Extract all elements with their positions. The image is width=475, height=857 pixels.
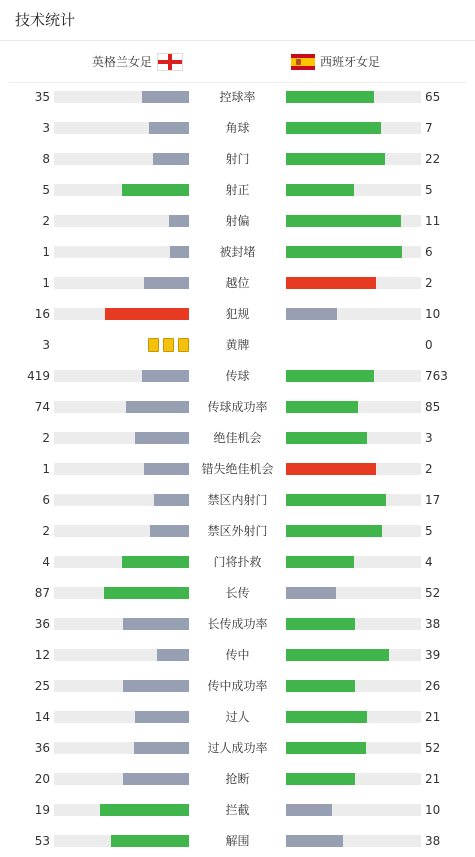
stat-row: [0, 206, 475, 237]
home-stat-bar-fill: [142, 91, 189, 103]
home-stat-bar-fill: [122, 184, 190, 196]
away-stat-bar: [286, 277, 421, 289]
away-stat-value: 10: [425, 803, 441, 817]
away-stat-bar-fill: [286, 153, 385, 165]
away-stat-value: 38: [425, 834, 441, 848]
away-stat-bar: [286, 91, 421, 103]
home-stat-bar-fill: [142, 370, 189, 382]
away-stat-value: 11: [425, 214, 441, 228]
home-stat-value: 36: [34, 617, 50, 631]
stat-label: 射偏: [225, 214, 250, 228]
away-stat-value: 7: [425, 121, 433, 135]
away-stat-bar-fill: [286, 401, 358, 413]
stat-row: [0, 113, 475, 144]
home-stat-value: 25: [34, 679, 50, 693]
home-stat-bar-fill: [104, 587, 189, 599]
away-stat-bar: [286, 432, 421, 444]
home-stat-value: 19: [34, 803, 50, 817]
home-stat-bar: [54, 91, 189, 103]
away-stat-bar: [286, 184, 421, 196]
stat-row: [0, 392, 475, 423]
home-stat-bar: [54, 742, 189, 754]
away-stat-bar: [286, 122, 421, 134]
away-stat-bar-fill: [286, 277, 376, 289]
stat-row: [0, 640, 475, 671]
home-stat-bar-fill: [154, 494, 189, 506]
stat-row: [0, 702, 475, 733]
stat-row: [0, 485, 475, 516]
home-stat-bar: [54, 711, 189, 723]
home-stat-bar: [54, 835, 189, 847]
home-stat-bar-fill: [169, 215, 189, 227]
away-stat-value: 38: [425, 617, 441, 631]
stat-row: [0, 330, 475, 361]
stat-row: [0, 82, 475, 113]
home-stat-bar: [54, 153, 189, 165]
away-stat-bar-fill: [286, 773, 355, 785]
home-stat-value: 16: [34, 307, 50, 321]
away-stat-bar-fill: [286, 525, 382, 537]
stat-row: [0, 795, 475, 826]
home-stat-bar: [54, 618, 189, 630]
away-stat-value: 52: [425, 741, 441, 755]
stat-label: 黄牌: [225, 338, 250, 352]
away-stat-bar-fill: [286, 370, 374, 382]
away-stat-bar: [286, 401, 421, 413]
stat-label: 传中: [225, 648, 250, 662]
home-stat-bar-fill: [144, 277, 189, 289]
away-stat-value: 4: [425, 555, 433, 569]
stat-label: 长传: [225, 586, 250, 600]
stat-label: 错失绝佳机会: [201, 462, 274, 476]
away-stat-bar-fill: [286, 556, 354, 568]
stat-row: [0, 578, 475, 609]
stat-label: 控球率: [219, 90, 256, 104]
away-stat-value: 5: [425, 524, 433, 538]
away-stat-bar-fill: [286, 835, 343, 847]
stat-label: 传球成功率: [207, 400, 268, 414]
stat-row: [0, 423, 475, 454]
home-stat-bar-fill: [100, 804, 189, 816]
home-stat-bar: [54, 277, 189, 289]
home-stat-value: 2: [42, 214, 50, 228]
stat-row: [0, 516, 475, 547]
home-stat-bar-fill: [122, 556, 190, 568]
away-stat-value: 763: [425, 369, 448, 383]
away-stat-bar-fill: [286, 246, 402, 258]
away-stat-bar: [286, 804, 421, 816]
away-stat-bar: [286, 494, 421, 506]
home-stat-bar: [54, 432, 189, 444]
home-stat-bar-fill: [111, 835, 189, 847]
stat-label: 射门: [225, 152, 250, 166]
away-stat-bar: [286, 742, 421, 754]
yellow-card-icon: [178, 338, 189, 352]
home-stat-bar-fill: [135, 432, 189, 444]
away-stat-bar-fill: [286, 742, 366, 754]
away-stat-bar-fill: [286, 308, 337, 320]
stat-row: [0, 547, 475, 578]
away-stat-bar-fill: [286, 618, 355, 630]
stat-row: [0, 237, 475, 268]
away-stat-value: 6: [425, 245, 433, 259]
home-stat-value: 5: [42, 183, 50, 197]
away-stat-bar: [286, 835, 421, 847]
home-stat-bar-fill: [123, 773, 189, 785]
home-stat-bar: [54, 649, 189, 661]
home-stat-bar: [54, 587, 189, 599]
stat-label: 传中成功率: [207, 679, 268, 693]
home-stat-bar-fill: [126, 401, 189, 413]
home-stat-value: 53: [34, 834, 50, 848]
home-stat-bar: [54, 215, 189, 227]
away-team[interactable]: [291, 41, 380, 82]
stat-label: 过人成功率: [207, 741, 268, 755]
home-stat-bar-fill: [144, 463, 189, 475]
home-stat-bar: [54, 122, 189, 134]
stat-label: 解围: [225, 834, 250, 848]
home-stat-bar: [54, 463, 189, 475]
away-stat-value: 52: [425, 586, 441, 600]
home-stat-value: 35: [34, 90, 50, 104]
home-stat-bar: [54, 773, 189, 785]
home-stat-bar-fill: [150, 525, 189, 537]
away-stat-bar-fill: [286, 587, 336, 599]
away-stat-bar: [286, 525, 421, 537]
home-stat-value: 1: [42, 462, 50, 476]
away-stat-bar-fill: [286, 680, 355, 692]
away-stat-value: 3: [425, 431, 433, 445]
away-stat-bar-fill: [286, 215, 401, 227]
away-stat-bar-fill: [286, 91, 374, 103]
stat-row: [0, 299, 475, 330]
away-stat-value: 26: [425, 679, 441, 693]
stat-row: [0, 764, 475, 795]
away-stat-value: 22: [425, 152, 441, 166]
stat-label: 射正: [225, 183, 250, 197]
away-stat-bar: [286, 618, 421, 630]
home-stat-value: 12: [34, 648, 50, 662]
page-title: 技术统计: [0, 0, 475, 41]
yellow-card-icon: [148, 338, 159, 352]
away-stat-bar-fill: [286, 184, 354, 196]
away-stat-bar: [286, 773, 421, 785]
away-stat-bar: [286, 463, 421, 475]
home-stat-bar: [54, 184, 189, 196]
away-stat-bar: [286, 215, 421, 227]
away-stat-bar: [286, 246, 421, 258]
stat-label: 传球: [225, 369, 250, 383]
home-stat-value: 20: [34, 772, 50, 786]
home-stat-bar: [54, 804, 189, 816]
home-stat-bar: [54, 556, 189, 568]
away-stat-bar-fill: [286, 711, 367, 723]
home-stat-bar-fill: [123, 680, 189, 692]
home-stat-bar: [54, 401, 189, 413]
away-stat-bar: [286, 680, 421, 692]
away-stat-bar: [286, 308, 421, 320]
stat-row: [0, 175, 475, 206]
yellow-cards: [148, 338, 189, 352]
home-stat-bar-fill: [153, 153, 189, 165]
stat-label: 长传成功率: [207, 617, 268, 631]
home-stat-value: 2: [42, 431, 50, 445]
home-stat-value: 4: [42, 555, 50, 569]
home-stat-bar: [54, 370, 189, 382]
stat-row: [0, 826, 475, 857]
home-stat-value: 6: [42, 493, 50, 507]
teams-header: [9, 41, 466, 83]
home-stat-value: 87: [34, 586, 50, 600]
home-stat-bar-fill: [149, 122, 190, 134]
home-stat-value: 14: [34, 710, 50, 724]
stat-label: 被封堵: [219, 245, 256, 259]
stat-label: 抢断: [225, 772, 250, 786]
away-stat-bar: [286, 556, 421, 568]
home-stat-bar: [54, 680, 189, 692]
away-stat-bar-fill: [286, 122, 381, 134]
home-stat-value: 1: [42, 245, 50, 259]
stat-label: 越位: [225, 276, 250, 290]
home-stat-value: 1: [42, 276, 50, 290]
away-stat-value: 2: [425, 276, 433, 290]
away-stat-bar: [286, 587, 421, 599]
home-stat-bar: [54, 494, 189, 506]
away-stat-bar: [286, 649, 421, 661]
stat-label: 拦截: [225, 803, 250, 817]
stat-row: [0, 144, 475, 175]
stat-row: [0, 609, 475, 640]
home-stat-bar-fill: [105, 308, 189, 320]
stat-row: [0, 671, 475, 702]
stat-row: [0, 361, 475, 392]
away-stat-bar-fill: [286, 804, 332, 816]
away-stat-value: 5: [425, 183, 433, 197]
home-stat-bar-fill: [170, 246, 189, 258]
home-stat-value: 3: [42, 338, 50, 352]
home-stat-bar: [54, 246, 189, 258]
stat-label: 禁区内射门: [207, 493, 268, 507]
home-stat-value: 74: [34, 400, 50, 414]
england-flag-icon: [158, 54, 182, 70]
stat-label: 绝佳机会: [213, 431, 262, 445]
home-stat-bar-fill: [123, 618, 189, 630]
away-stat-bar-fill: [286, 649, 389, 661]
away-stat-value: 17: [425, 493, 441, 507]
away-stat-value: 10: [425, 307, 441, 321]
home-stat-bar: [54, 525, 189, 537]
away-stat-bar: [286, 370, 421, 382]
away-stat-bar-fill: [286, 463, 376, 475]
home-team-name: 英格兰女足: [91, 55, 152, 69]
away-stat-bar-fill: [286, 432, 367, 444]
away-stat-bar-fill: [286, 494, 386, 506]
away-stat-value: 21: [425, 710, 441, 724]
away-stat-value: 2: [425, 462, 433, 476]
home-team[interactable]: [92, 41, 182, 82]
home-stat-bar-fill: [135, 711, 189, 723]
stat-label: 过人: [225, 710, 250, 724]
home-stat-value: 3: [42, 121, 50, 135]
away-stat-value: 65: [425, 90, 441, 104]
home-stat-value: 2: [42, 524, 50, 538]
stat-row: [0, 268, 475, 299]
home-stat-value: 419: [27, 369, 50, 383]
home-stat-value: 8: [42, 152, 50, 166]
stat-label: 禁区外射门: [207, 524, 268, 538]
away-stat-value: 85: [425, 400, 441, 414]
stats-list: [0, 82, 475, 857]
stat-label: 门将扑救: [213, 555, 262, 569]
home-stat-bar-fill: [134, 742, 189, 754]
away-stat-value: 21: [425, 772, 441, 786]
stat-row: [0, 454, 475, 485]
away-stat-value: 0: [425, 338, 433, 352]
spain-flag-icon: [291, 54, 315, 70]
away-stat-value: 39: [425, 648, 441, 662]
home-stat-bar-fill: [157, 649, 189, 661]
stat-row: [0, 733, 475, 764]
home-stat-bar: [54, 308, 189, 320]
away-team-name: 西班牙女足: [320, 55, 381, 69]
home-stat-value: 36: [34, 741, 50, 755]
yellow-card-icon: [163, 338, 174, 352]
stat-label: 角球: [225, 121, 250, 135]
away-stat-bar: [286, 153, 421, 165]
away-stat-bar: [286, 711, 421, 723]
stat-label: 犯规: [225, 307, 250, 321]
